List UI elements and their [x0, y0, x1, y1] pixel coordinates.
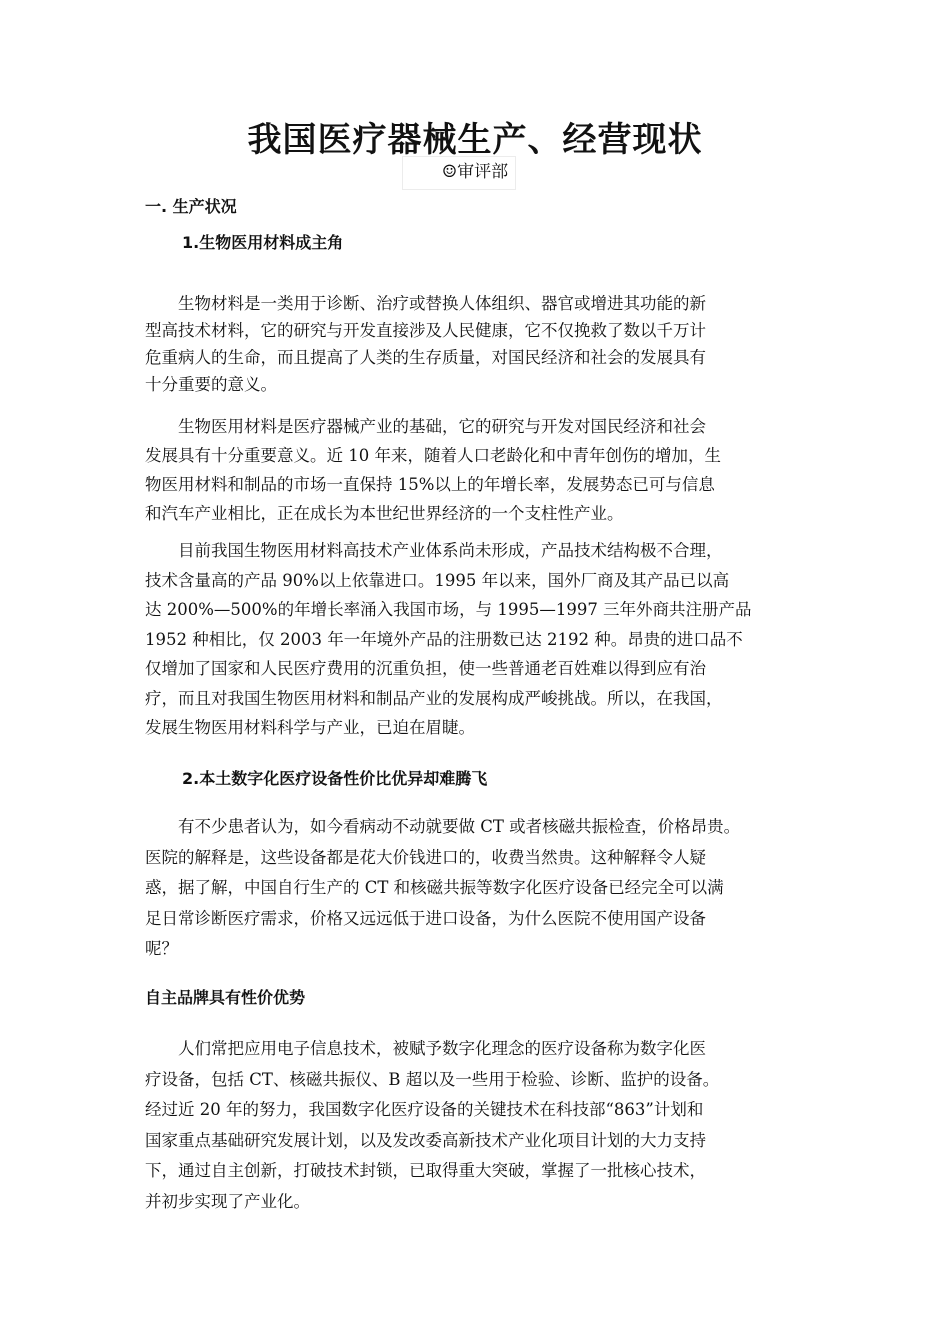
text-line: 仅增加了国家和人民医疗费用的沉重负担，使一些普通老百姓难以得到应有治	[145, 659, 706, 678]
text-line: 物医用材料和制品的市场一直保持 15%以上的年增长率，发展势态已可与信息	[145, 475, 715, 494]
text-line: 医院的解释是，这些设备都是花大价钱进口的，收费当然贵。这种解释令人疑	[145, 847, 706, 867]
text-line: 国家重点基础研究发展计划，以及发改委高新技术产业化项目计划的大力支持	[145, 1130, 706, 1150]
text-line: 达 200%—500%的年增长率涌入我国市场，与 1995—1997 三年外商共注册产品	[145, 600, 752, 619]
text-line: 足日常诊断医疗需求，价格又远远低于进口设备，为什么医院不使用国产设备	[145, 908, 706, 928]
text-line: 型高技术材料，它的研究与开发直接涉及人民健康，它不仅挽救了数以千万计	[145, 321, 706, 340]
text-line: 经过近 20 年的努力，我国数字化医疗设备的关键技术在科技部“863”计划和	[145, 1100, 704, 1119]
paragraph	[145, 290, 815, 398]
document-title: 我国医疗器械生产、经营现状	[247, 120, 703, 160]
text-line: 呢？	[145, 939, 178, 958]
text-line: 危重病人的生命，而且提高了人类的生存质量，对国民经济和社会的发展具有	[145, 348, 706, 367]
text-line: 有不少患者认为，如今看病动不动就要做 CT 或者核磁共振检查，价格昂贵。	[145, 817, 741, 836]
subheading-biomaterials: 1.生物医用材料成主角	[182, 233, 344, 252]
text-line: 十分重要的意义。	[145, 375, 277, 394]
text-line: 发展生物医用材料科学与产业，已迫在眉睫。	[145, 718, 475, 737]
text-line: 疗设备，包括 CT、核磁共振仪、B 超以及一些用于检验、诊断、监护的设备。	[145, 1069, 720, 1089]
text-line: 目前我国生物医用材料高技术产业体系尚未形成，产品技术结构极不合理，	[145, 541, 723, 560]
text-line: 生物材料是一类用于诊断、治疗或替换人体组织、器官或增进其功能的新	[145, 294, 706, 313]
text-line: 技术含量高的产品 90%以上依靠进口。1995 年以来，国外厂商及其产品已以高	[145, 570, 730, 590]
text-line: 生物医用材料是医疗器械产业的基础，它的研究与开发对国民经济和社会	[145, 417, 706, 436]
paragraph	[145, 412, 815, 528]
subheading-domestic-brands: 自主品牌具有性价优势	[145, 988, 306, 1007]
text-line: 并初步实现了产业化。	[145, 1191, 310, 1211]
text-line: 发展具有十分重要意义。近 10 年来，随着人口老龄化和中青年创伤的增加，生	[145, 446, 721, 465]
text-line: 惑，据了解，中国自行生产的 CT 和核磁共振等数字化医疗设备已经完全可以满	[145, 878, 724, 897]
paragraph	[145, 536, 815, 743]
paragraph	[145, 1034, 815, 1217]
subheading-digital-devices: 2.本土数字化医疗设备性价比优异却难腾飞	[182, 769, 488, 788]
text-line: 1952 种相比，仅 2003 年一年境外产品的注册数已达 2192 种。昂贵的进口品不	[145, 629, 743, 649]
text-line: 疗，而且对我国生物医用材料和制品产业的发展构成严峻挑战。所以，在我国，	[145, 688, 723, 708]
section-heading-production: 一. 生产状况	[145, 197, 237, 216]
text-line: 人们常把应用电子信息技术，被赋予数字化理念的医疗设备称为数字化医	[145, 1039, 706, 1058]
text-line: 和汽车产业相比，正在成长为本世纪世界经济的一个支柱性产业。	[145, 504, 624, 523]
paragraph	[145, 812, 815, 965]
byline: ☺审评部	[441, 162, 509, 182]
text-line: 下，通过自主创新，打破技术封锁，已取得重大突破，掌握了一批核心技术，	[145, 1161, 706, 1180]
